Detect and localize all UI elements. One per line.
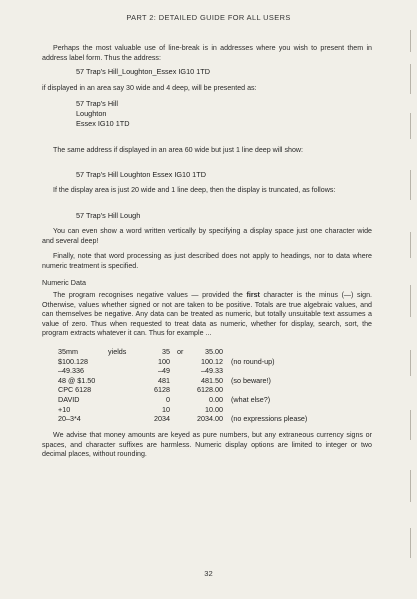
decimal-value: 0.00 bbox=[209, 394, 223, 404]
address-line: 57 Trap's Hill_Loughton_Essex IG10 1TD bbox=[76, 67, 211, 76]
address-line-1: 57 Trap's Hill bbox=[76, 99, 118, 108]
page-edge-mark bbox=[408, 350, 411, 376]
paragraph-vertical bbox=[42, 227, 372, 246]
paragraph-text: The same address if displayed in an area 60 wide but just 1 line deep will show: bbox=[53, 146, 303, 154]
address-example-oneline bbox=[76, 170, 206, 180]
integer-value: 100 bbox=[158, 356, 170, 366]
address-example-underscored bbox=[76, 67, 210, 77]
page-edge-mark bbox=[408, 410, 411, 440]
decimal-value: 2034.00 bbox=[197, 414, 223, 424]
input-value: –49.336 bbox=[58, 366, 84, 376]
decimal-value: 10.00 bbox=[205, 404, 223, 414]
decimal-value: –49.33 bbox=[201, 366, 223, 376]
yields-label: yields bbox=[108, 347, 127, 356]
address-example-truncated bbox=[76, 211, 140, 221]
input-value: 20–3*4 bbox=[58, 414, 81, 424]
page-number: 32 bbox=[204, 569, 213, 578]
running-header: PART 2: DETAILED GUIDE FOR ALL USERS bbox=[126, 13, 291, 22]
or-label: or bbox=[177, 347, 184, 356]
integer-value: 6128 bbox=[154, 385, 170, 395]
note: (so beware!) bbox=[231, 375, 271, 385]
input-value: 48 @ $1.50 bbox=[58, 375, 96, 385]
address-line: 57 Trap's Hill Loughton Essex IG10 1TD bbox=[76, 170, 206, 179]
page-edge-mark bbox=[408, 470, 411, 502]
paragraph-text: You can even show a word written vertically by specifying a display space just one character wide and several deep! bbox=[42, 227, 372, 245]
note: (no round-up) bbox=[231, 356, 275, 366]
integer-value: 2034 bbox=[154, 414, 170, 424]
paragraph-text: If the display area is just 20 wide and 1 line deep, then the display is truncated, as follows: bbox=[53, 186, 336, 194]
integer-value: 10 bbox=[162, 404, 170, 414]
paragraph-same-address bbox=[42, 146, 372, 156]
input-value: CPC 6128 bbox=[58, 385, 92, 395]
paragraph-text: We advise that money amounts are keyed as pure numbers, but any extraneous currency signs or spaces, and character suffixes are harmless. Numeric display options are limited to integer or two decimal places, without rounding. bbox=[42, 431, 372, 459]
paragraph-text: Perhaps the most valuable use of line-break is in addresses where you wish to present them in address label form. Thus the address: bbox=[42, 44, 372, 62]
paragraph-text: Finally, note that word processing as just described does not apply to headings, nor to data where numeric treatment is specified. bbox=[42, 252, 372, 270]
address-line-2: Loughton bbox=[76, 108, 107, 118]
page-edge-mark bbox=[408, 528, 411, 558]
input-value: DAVID bbox=[58, 394, 80, 404]
page-edge-mark bbox=[408, 232, 411, 258]
paragraph-money-advice bbox=[42, 431, 372, 460]
paragraph-display-area bbox=[42, 84, 372, 94]
page-edge-mark bbox=[408, 30, 411, 52]
note: (no expressions please) bbox=[231, 414, 308, 424]
paragraph-finally bbox=[42, 252, 372, 271]
paragraph-intro bbox=[42, 44, 372, 63]
address-line-3: Essex IG10 1TD bbox=[76, 118, 130, 128]
paragraph-numeric bbox=[42, 291, 372, 339]
section-heading-numeric-data: Numeric Data bbox=[42, 278, 86, 287]
note: (what else?) bbox=[231, 394, 271, 404]
decimal-value: 481.50 bbox=[201, 375, 223, 385]
paragraph-text: if displayed in an area say 30 wide and 4 deep, will be presented as: bbox=[42, 84, 257, 92]
address-example-multiline bbox=[76, 99, 130, 128]
page-edge-mark bbox=[408, 170, 411, 200]
input-value: 35mm bbox=[58, 347, 78, 356]
decimal-value: 6128.00 bbox=[197, 385, 223, 395]
emphasis-first: first bbox=[246, 291, 260, 299]
text-run: character is the minus (—) sign. Otherwise, values whether signed or not are taken to be positive. Totals are true algebraic values, and can themselves be negative. Any data can be treated as numeric, but totally unsuitable text assumes a value of zero. Thus when requested to treat data as numeric, whether for display, search, sort, the program extracts whatever it can. Thus for example ... bbox=[42, 291, 373, 338]
integer-value: 0 bbox=[166, 394, 170, 404]
input-value: $100.128 bbox=[58, 356, 88, 366]
integer-value: 35 bbox=[162, 347, 170, 356]
decimal-value: 35.00 bbox=[205, 347, 223, 356]
decimal-value: 100.12 bbox=[201, 356, 223, 366]
integer-value: –49 bbox=[158, 366, 170, 376]
text-run: The program recognises negative values — provided the bbox=[53, 291, 247, 299]
page-edge-mark bbox=[408, 64, 411, 94]
page-edge-mark bbox=[408, 285, 411, 317]
address-line: 57 Trap's Hill Lough bbox=[76, 211, 141, 220]
integer-value: 481 bbox=[158, 375, 170, 385]
input-value: +10 bbox=[58, 404, 71, 414]
page-edge-mark bbox=[408, 113, 411, 139]
paragraph-text bbox=[42, 291, 372, 339]
paragraph-truncation bbox=[42, 186, 372, 196]
